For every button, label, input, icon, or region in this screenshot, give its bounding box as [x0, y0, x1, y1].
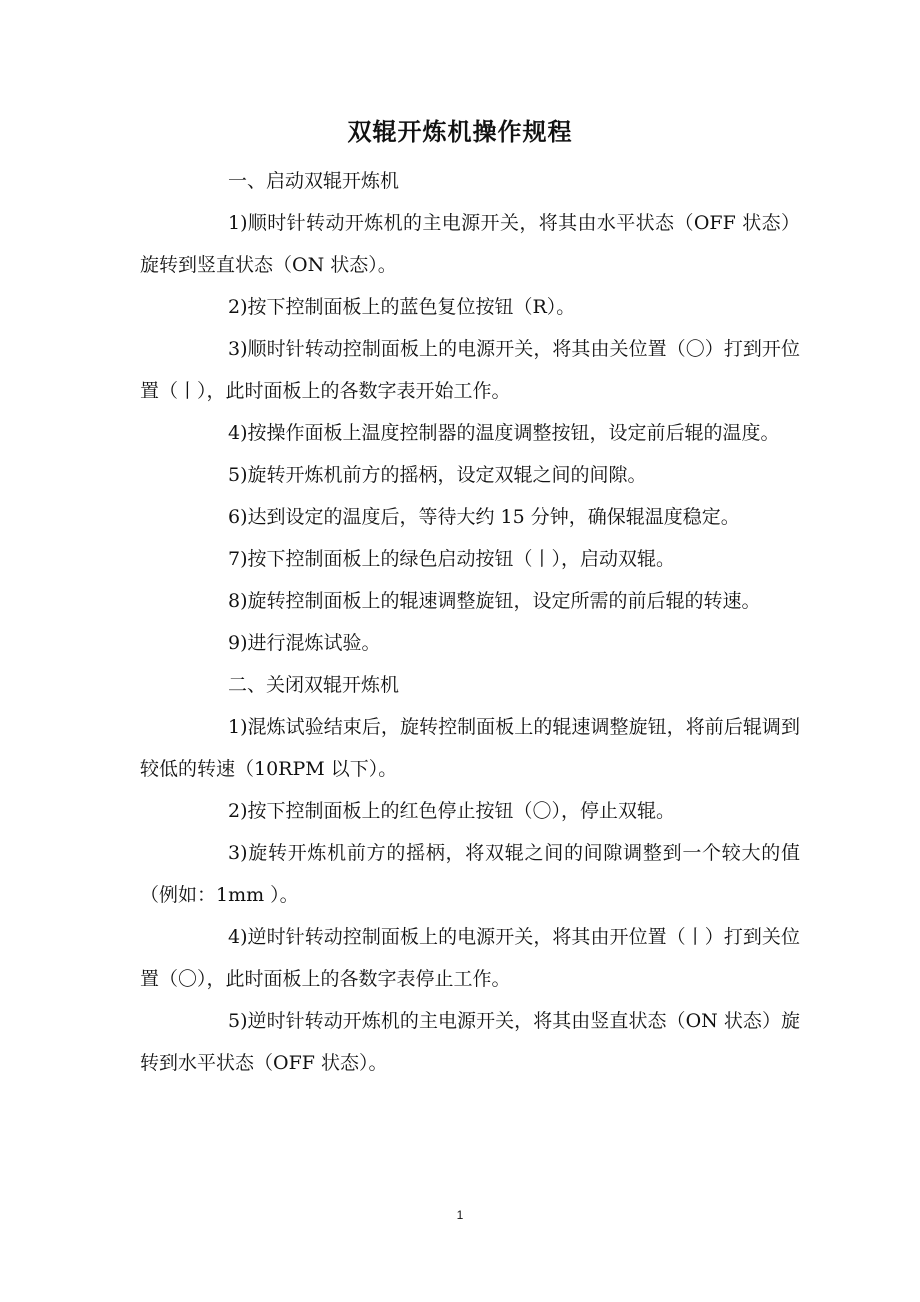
- step-paragraph: 1)顺时针转动开炼机的主电源开关，将其由水平状态（OFF 状态）旋转到竖直状态（ON 状态）。: [140, 212, 800, 276]
- step-paragraph: 6)达到设定的温度后，等待大约 15 分钟，确保辊温度稳定。: [228, 506, 740, 528]
- step-paragraph: 3)旋转开炼机前方的摇柄，将双辊之间的间隙调整到一个较大的值（例如：1mm ）。: [140, 842, 800, 906]
- step-paragraph: 5)旋转开炼机前方的摇柄，设定双辊之间的间隙。: [228, 464, 647, 486]
- section-heading: 一、启动双辊开炼机: [228, 170, 400, 192]
- document-body: [140, 160, 800, 1084]
- step-paragraph: 1)混炼试验结束后，旋转控制面板上的辊速调整旋钮，将前后辊调到较低的转速（10RPM 以下）。: [140, 716, 800, 780]
- section-heading: 二、关闭双辊开炼机: [228, 674, 400, 696]
- step-paragraph: 4)按操作面板上温度控制器的温度调整按钮，设定前后辊的温度。: [228, 422, 780, 444]
- step-paragraph: 8)旋转控制面板上的辊速调整旋钮，设定所需的前后辊的转速。: [228, 590, 761, 612]
- document-title: 双辊开炼机操作规程: [347, 117, 573, 146]
- step-paragraph: 7)按下控制面板上的绿色启动按钮（丨），启动双辊。: [228, 548, 676, 570]
- step-paragraph: 2)按下控制面板上的红色停止按钮（〇），停止双辊。: [228, 800, 676, 822]
- step-paragraph: 9)进行混炼试验。: [228, 632, 381, 654]
- step-paragraph: 5)逆时针转动开炼机的主电源开关，将其由竖直状态（ON 状态）旋转到水平状态（OFF 状态）。: [140, 1010, 800, 1074]
- step-paragraph: 3)顺时针转动控制面板上的电源开关，将其由关位置（〇）打到开位置（丨），此时面板上的各数字表开始工作。: [140, 338, 800, 402]
- step-paragraph: 4)逆时针转动控制面板上的电源开关，将其由开位置（丨）打到关位置（〇），此时面板上的各数字表停止工作。: [140, 926, 800, 990]
- step-paragraph: 2)按下控制面板上的蓝色复位按钮（R）。: [228, 296, 576, 318]
- page-number: 1: [456, 1208, 464, 1222]
